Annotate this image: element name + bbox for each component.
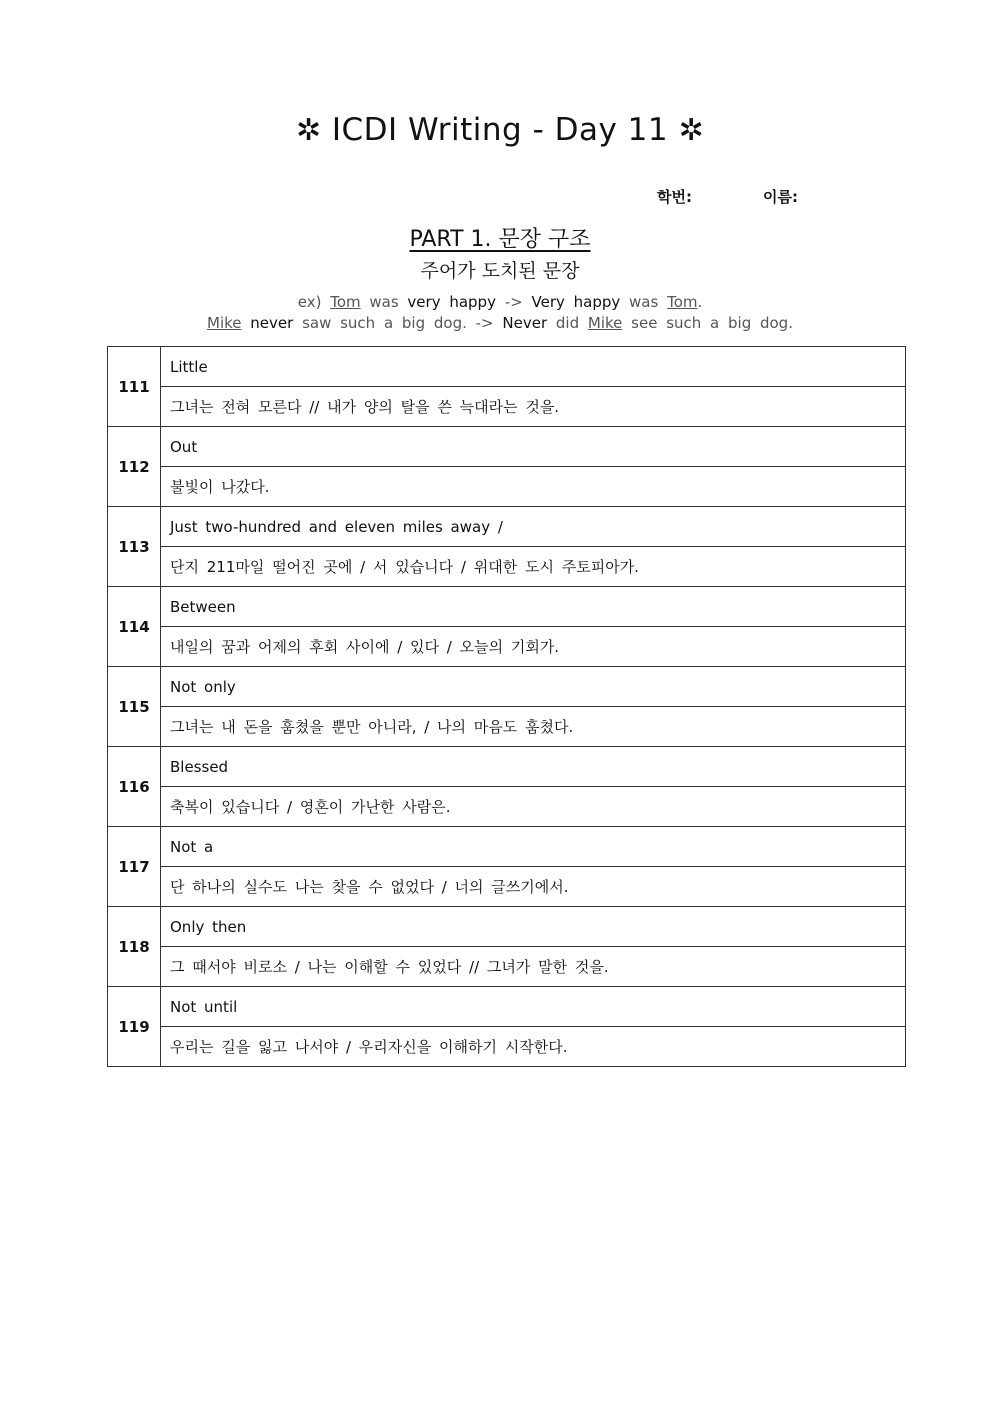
- item-number: 112: [108, 427, 161, 507]
- exercise-row: [108, 907, 906, 947]
- prompt-cell[interactable]: Out: [161, 427, 906, 467]
- exercise-row: [108, 467, 906, 507]
- exercise-row: [108, 507, 906, 547]
- example-adverb: Never: [502, 314, 548, 332]
- example-text: saw such a big dog. ->: [293, 314, 503, 332]
- korean-sentence-cell: 축복이 있습니다 / 영혼이 가난한 사람은.: [161, 787, 906, 827]
- exercise-row: [108, 947, 906, 987]
- item-number: 117: [108, 827, 161, 907]
- item-number: 111: [108, 347, 161, 427]
- example-adverb: never: [250, 314, 294, 332]
- exercise-row: [108, 867, 906, 907]
- example-line-2: [0, 314, 1000, 332]
- example-subject: Mike: [207, 314, 242, 332]
- exercise-row: [108, 627, 906, 667]
- example-text: .: [697, 293, 703, 311]
- prompt-cell[interactable]: Between: [161, 587, 906, 627]
- part-subtitle: 주어가 도치된 문장: [420, 260, 580, 282]
- example-text: [242, 314, 251, 332]
- prompt-cell[interactable]: Not only: [161, 667, 906, 707]
- prompt-cell[interactable]: Blessed: [161, 747, 906, 787]
- example-subject: Tom: [667, 293, 698, 311]
- title-text: ICDI Writing - Day 11: [331, 112, 669, 148]
- asterisk-flower-icon: ✲: [678, 113, 705, 148]
- worksheet-title: [0, 112, 1000, 148]
- exercise-row: [108, 1027, 906, 1067]
- korean-sentence-cell: 그녀는 전혀 모른다 // 내가 양의 탈을 쓴 늑대라는 것을.: [161, 387, 906, 427]
- korean-sentence-cell: 불빛이 나갔다.: [161, 467, 906, 507]
- part-title: [0, 222, 1000, 253]
- student-id-label: 학번:: [657, 188, 692, 206]
- item-number: 114: [108, 587, 161, 667]
- exercise-row: [108, 387, 906, 427]
- korean-sentence-cell: 단 하나의 실수도 나는 찾을 수 없었다 / 너의 글쓰기에서.: [161, 867, 906, 907]
- exercise-row: [108, 587, 906, 627]
- exercise-row: [108, 707, 906, 747]
- item-number: 115: [108, 667, 161, 747]
- prompt-cell[interactable]: Little: [161, 347, 906, 387]
- example-text: was: [620, 293, 668, 311]
- korean-sentence-cell: 내일의 꿈과 어제의 후회 사이에 / 있다 / 오늘의 기회가.: [161, 627, 906, 667]
- korean-sentence-cell: 단지 211마일 떨어진 곳에 / 서 있습니다 / 위대한 도시 주토피아가.: [161, 547, 906, 587]
- exercise-row: [108, 667, 906, 707]
- prompt-cell[interactable]: Just two-hundred and eleven miles away /: [161, 507, 906, 547]
- part-title-text: PART 1. 문장 구조: [409, 227, 591, 252]
- prompt-cell[interactable]: Not a: [161, 827, 906, 867]
- exercise-row: [108, 987, 906, 1027]
- item-number: 118: [108, 907, 161, 987]
- korean-sentence-cell: 그녀는 내 돈을 훔쳤을 뿐만 아니라, / 나의 마음도 훔쳤다.: [161, 707, 906, 747]
- prompt-cell[interactable]: Not until: [161, 987, 906, 1027]
- exercise-table: [107, 346, 906, 1067]
- item-number: 113: [108, 507, 161, 587]
- example-text: see such a big dog.: [622, 314, 793, 332]
- name-label: 이름:: [763, 188, 798, 206]
- prompt-cell[interactable]: Only then: [161, 907, 906, 947]
- example-complement: Very happy: [531, 293, 621, 311]
- example-complement: very happy: [407, 293, 496, 311]
- example-subject: Mike: [587, 314, 623, 332]
- example-subject: Tom: [330, 293, 361, 311]
- exercise-row: [108, 427, 906, 467]
- example-text: was: [360, 293, 408, 311]
- item-number: 119: [108, 987, 161, 1067]
- exercise-row: [108, 787, 906, 827]
- exercise-row: [108, 547, 906, 587]
- example-text: ex): [297, 293, 331, 311]
- example-arrow: ->: [495, 293, 532, 311]
- exercise-row: [108, 347, 906, 387]
- korean-sentence-cell: 우리는 길을 잃고 나서야 / 우리자신을 이해하기 시작한다.: [161, 1027, 906, 1067]
- example-line-1: [0, 293, 1000, 311]
- exercise-row: [108, 827, 906, 867]
- item-number: 116: [108, 747, 161, 827]
- example-text: did: [547, 314, 588, 332]
- exercise-row: [108, 747, 906, 787]
- korean-sentence-cell: 그 때서야 비로소 / 나는 이해할 수 있었다 // 그녀가 말한 것을.: [161, 947, 906, 987]
- asterisk-flower-icon: ✲: [295, 113, 322, 148]
